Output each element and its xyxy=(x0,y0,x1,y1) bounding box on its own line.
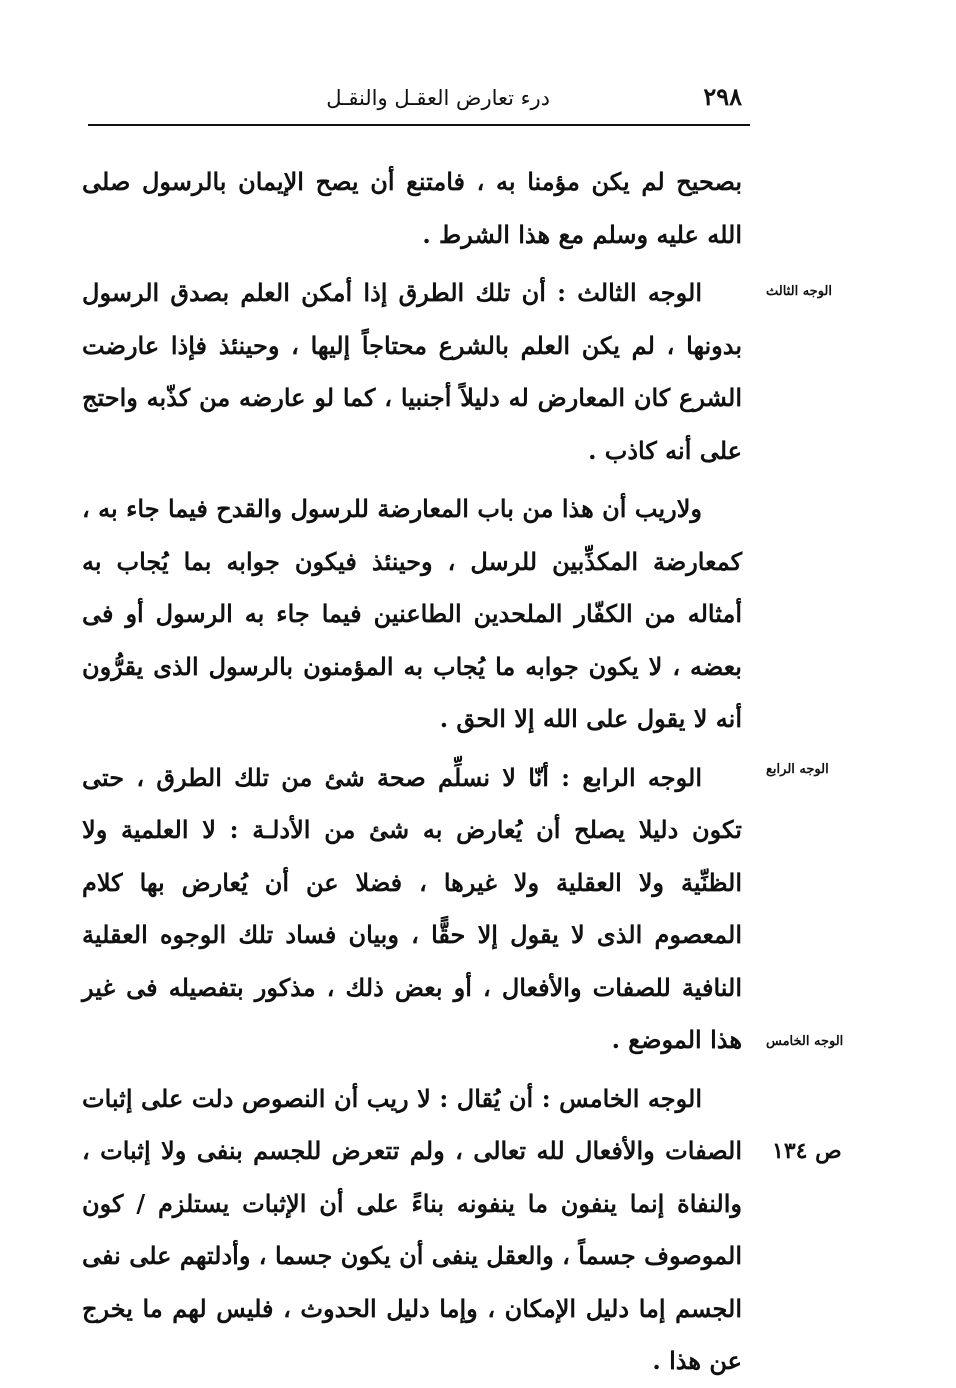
margin-note-third: الوجه الثالث xyxy=(766,284,833,299)
heading-fourth-aspect: الوجه الرابع xyxy=(582,762,703,792)
margin-page-reference: ص ١٣٤ xyxy=(772,1138,842,1164)
paragraph-1 xyxy=(82,156,742,261)
margin-note-fifth: الوجه الخامس xyxy=(766,1034,844,1049)
header-rule xyxy=(88,124,750,126)
heading-fifth-aspect: الوجه الخامس xyxy=(559,1083,702,1113)
page-header xyxy=(88,78,750,120)
margin-note-fourth: الوجه الرابع xyxy=(766,762,829,777)
paragraph-3-text: ولاريب أن هذا من باب المعارضة للرسول والقدح فيما جاء به ، كمعارضة المكذِّبين للرسل ، وحينئذ فيكون جوابه بما يُجاب به أمثاله من الكفّار الملحدين الطاعنين فيما جاء به الرسول أو فى بعضه ، لا يكون جوابه ما يُجاب به المؤمنون بالرسول الذى يقرُّون أنه لا يقول على الله إلا الحق . xyxy=(82,494,742,733)
paragraph-third-aspect xyxy=(82,267,742,477)
paragraph-fifth-aspect-text: : أن يُقال : لا ريب أن النصوص دلت على إثبات الصفات والأفعال لله تعالى ، ولم تتعرض للجسم بنفى ولا إثبات ، والنفاة إنما ينفون ما ينفونه بناءً على أن الإثبات يستلزم / كون الموصوف جسماً ، والعقل ينفى أن يكون جسما ، وأدلتهم على نفى الجسم إما دليل الإمكان ، وإما دليل الحدوث ، فليس لهم ما يخرج عن هذا . xyxy=(82,1083,743,1375)
paragraph-fourth-aspect-text: : أنّا لا نسلِّم صحة شئ من تلك الطرق ، حتى تكون دليلا يصلح أن يُعارض به شئ من الأدلـة : لا العلمية ولا الظنِّية ولا العقلية ولا غيرها ، فضلا عن أن يُعارض بها كلام المعصوم الذى لا يقول إلا حقًّا ، وبيان فساد تلك الوجوه العقلية النافية للصفات والأفعال ، أو بعض ذلك ، مذكور بتفصيله فى غير هذا الموضع . xyxy=(82,762,742,1054)
paragraph-third-aspect-text: : أن تلك الطرق إذا أمكن العلم بصدق الرسول بدونها ، لم يكن العلم بالشرع محتاجاً إليها ، وحينئذ فإذا عارضت الشرع كان المعارض له دليلاً أجنبيا ، كما لو عارضه من كذّبه واحتج على أنه كاذب . xyxy=(82,278,742,465)
heading-third-aspect: الوجه الثالث xyxy=(577,278,702,307)
main-text xyxy=(82,156,742,1388)
running-title: درء تعارض العقـل والنقـل xyxy=(326,86,550,110)
paragraph-3 xyxy=(82,483,742,746)
paragraph-fourth-aspect xyxy=(82,752,742,1067)
paragraph-fifth-aspect xyxy=(82,1073,742,1388)
paragraph-1-text: بصحيح لم يكن مؤمنا به ، فامتنع أن يصح الإيمان بالرسول صلى الله عليه وسلم مع هذا الشرط . xyxy=(82,167,742,249)
page-number: ٢٩٨ xyxy=(703,82,742,111)
